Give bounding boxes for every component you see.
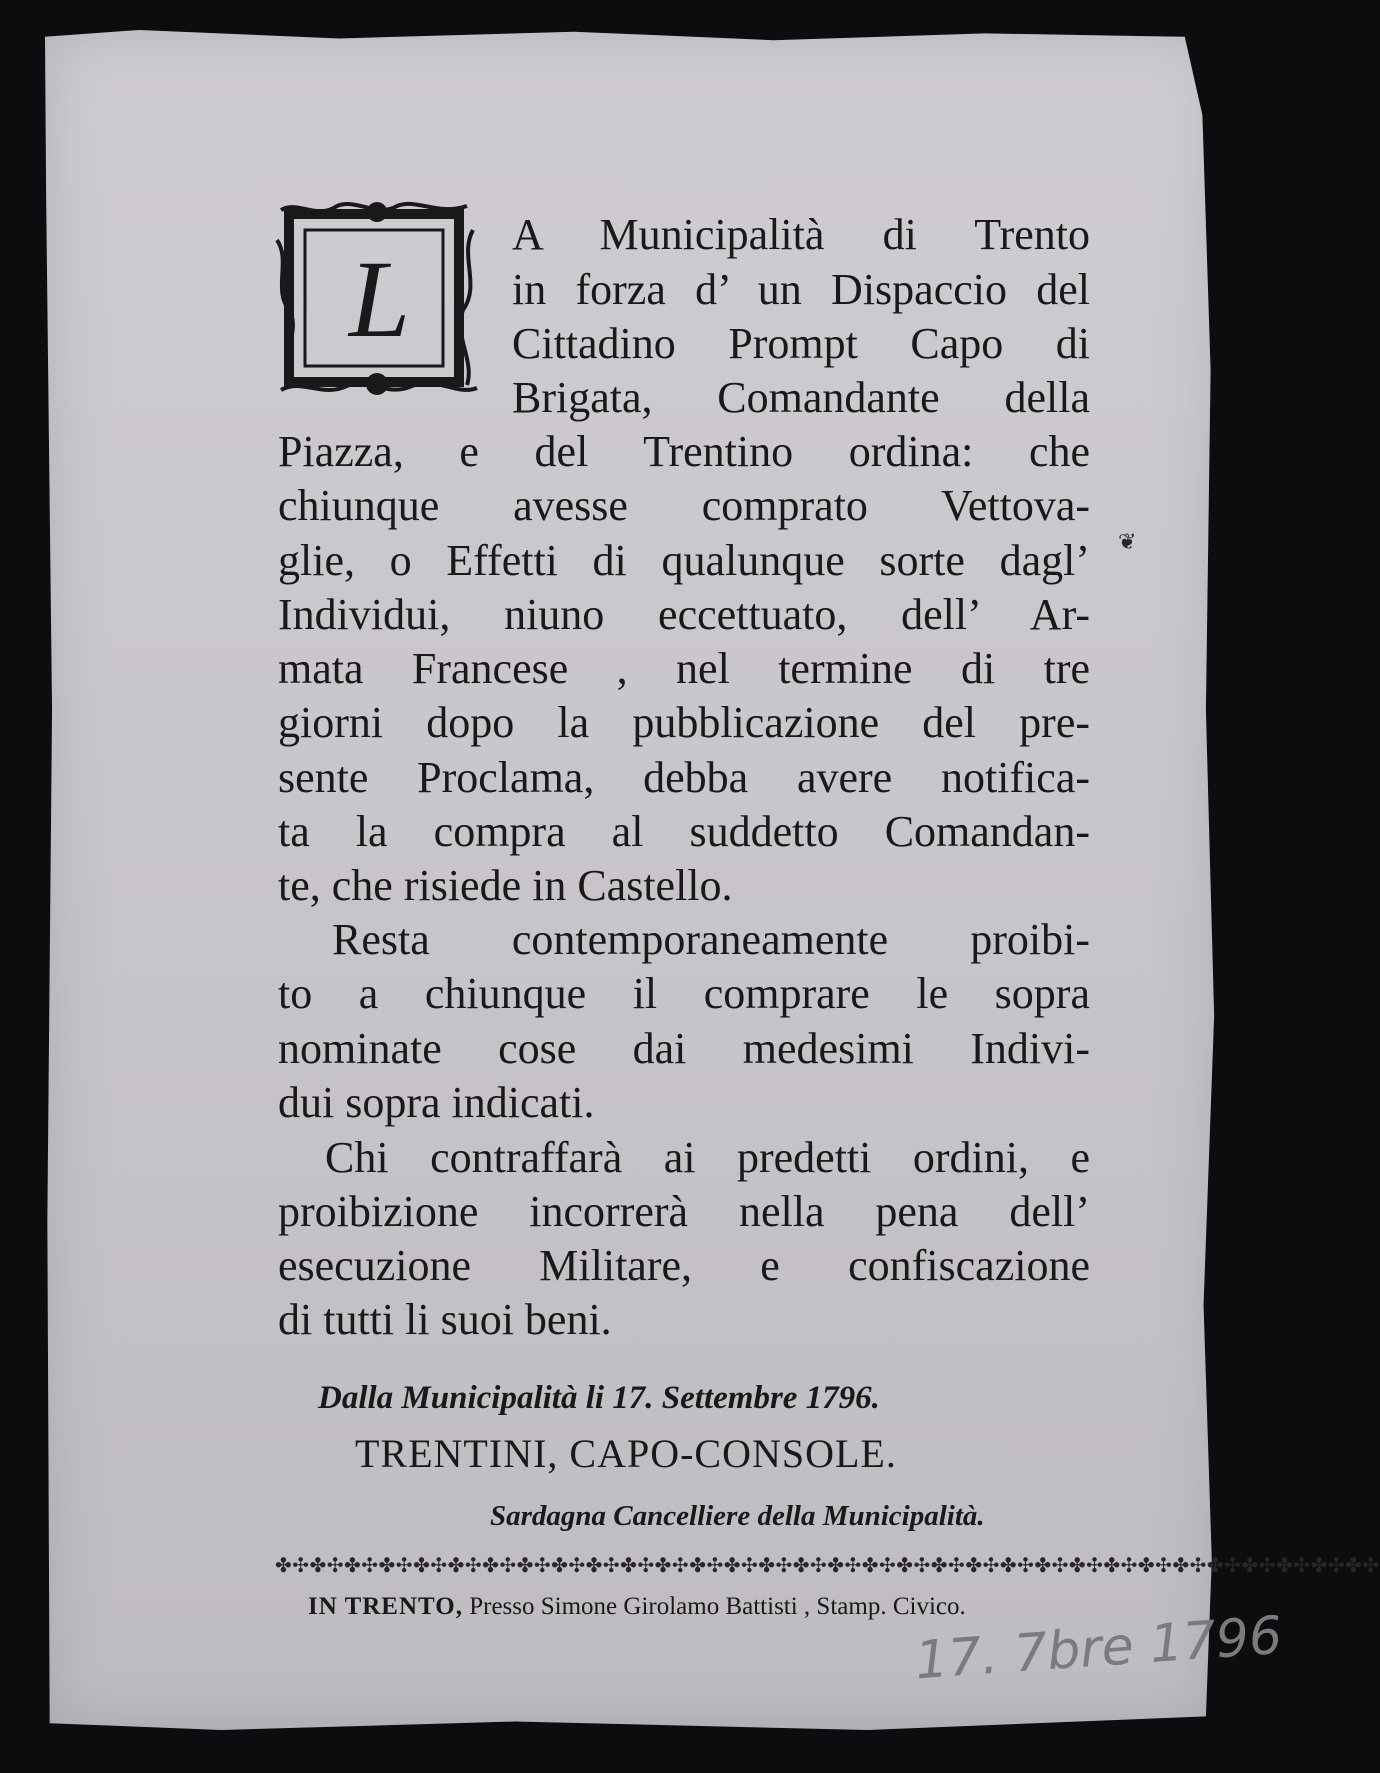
text-line: Resta contemporaneamente proibi- — [332, 915, 1090, 964]
text-line: in forza d’ un Dispaccio del — [512, 265, 1090, 314]
text-line: Brigata, Comandante della — [512, 373, 1090, 422]
text-line: glie, o Effetti di qualunque sorte dagl’ — [278, 536, 1090, 585]
text-line: to a chiunque il comprare le sopra — [278, 969, 1090, 1018]
signatory: TRENTINI, CAPO-CONSOLE. — [355, 1431, 897, 1476]
decorated-initial-frame — [277, 200, 482, 400]
handwritten-date-note: 17. 7bre 1796 — [913, 1605, 1285, 1692]
printer-imprint — [308, 1593, 1068, 1621]
text-line: giorni dopo la pubblicazione del pre- — [278, 698, 1090, 747]
ink-mark-icon: ❦ — [1118, 530, 1137, 555]
text-line: proibizione incorrerà nella pena dell’ — [278, 1187, 1090, 1236]
text-line: mata Francese , nel termine di tre — [278, 644, 1090, 693]
text-line: Individui, niuno eccettuato, dell’ Ar- — [278, 590, 1090, 639]
text-line: sente Proclama, debba avere notifica- — [278, 753, 1090, 802]
dropcap-letter: L — [349, 238, 411, 360]
chancellor-signature: Sardagna Cancelliere della Municipalità. — [490, 1500, 985, 1532]
ornamental-rule: ✤✣✤✣✤✣✤✣✤✣✤✣✤✣✤✣✤✣✤✣✤✣✤✣✤✣✤✣✤✣✤✣✤✣✤✣✤✣✤✣✤✣✤✣✤✣✤✣✤✣✤✣✤✣✤✣✤✣✤✣✤✣✤✣ — [275, 1555, 1380, 1577]
text-line: dui sopra indicati. — [278, 1078, 595, 1127]
text-line: ta la compra al suddetto Comandan- — [278, 807, 1090, 856]
text-line: A Municipalità di Trento — [512, 210, 1090, 259]
text-line: chiunque avesse comprato Vettova- — [278, 481, 1090, 530]
imprint-place: IN TRENTO, — [308, 1593, 463, 1620]
imprint-printer: Presso Simone Girolamo Battisti , Stamp. Civico. — [469, 1593, 966, 1620]
date-line: Dalla Municipalità li 17. Settembre 1796. — [318, 1380, 880, 1416]
text-line: Chi contraffarà ai predetti ordini, e — [325, 1133, 1090, 1182]
text-line: Cittadino Prompt Capo di — [512, 319, 1090, 368]
text-line: di tutti li suoi beni. — [278, 1295, 612, 1344]
text-line: te, che risiede in Castello. — [278, 861, 733, 910]
text-line: Piazza, e del Trentino ordina: che — [278, 427, 1090, 476]
text-line: esecuzione Militare, e confiscazione — [278, 1241, 1090, 1290]
text-line: nominate cose dai medesimi Indivi- — [278, 1024, 1090, 1073]
